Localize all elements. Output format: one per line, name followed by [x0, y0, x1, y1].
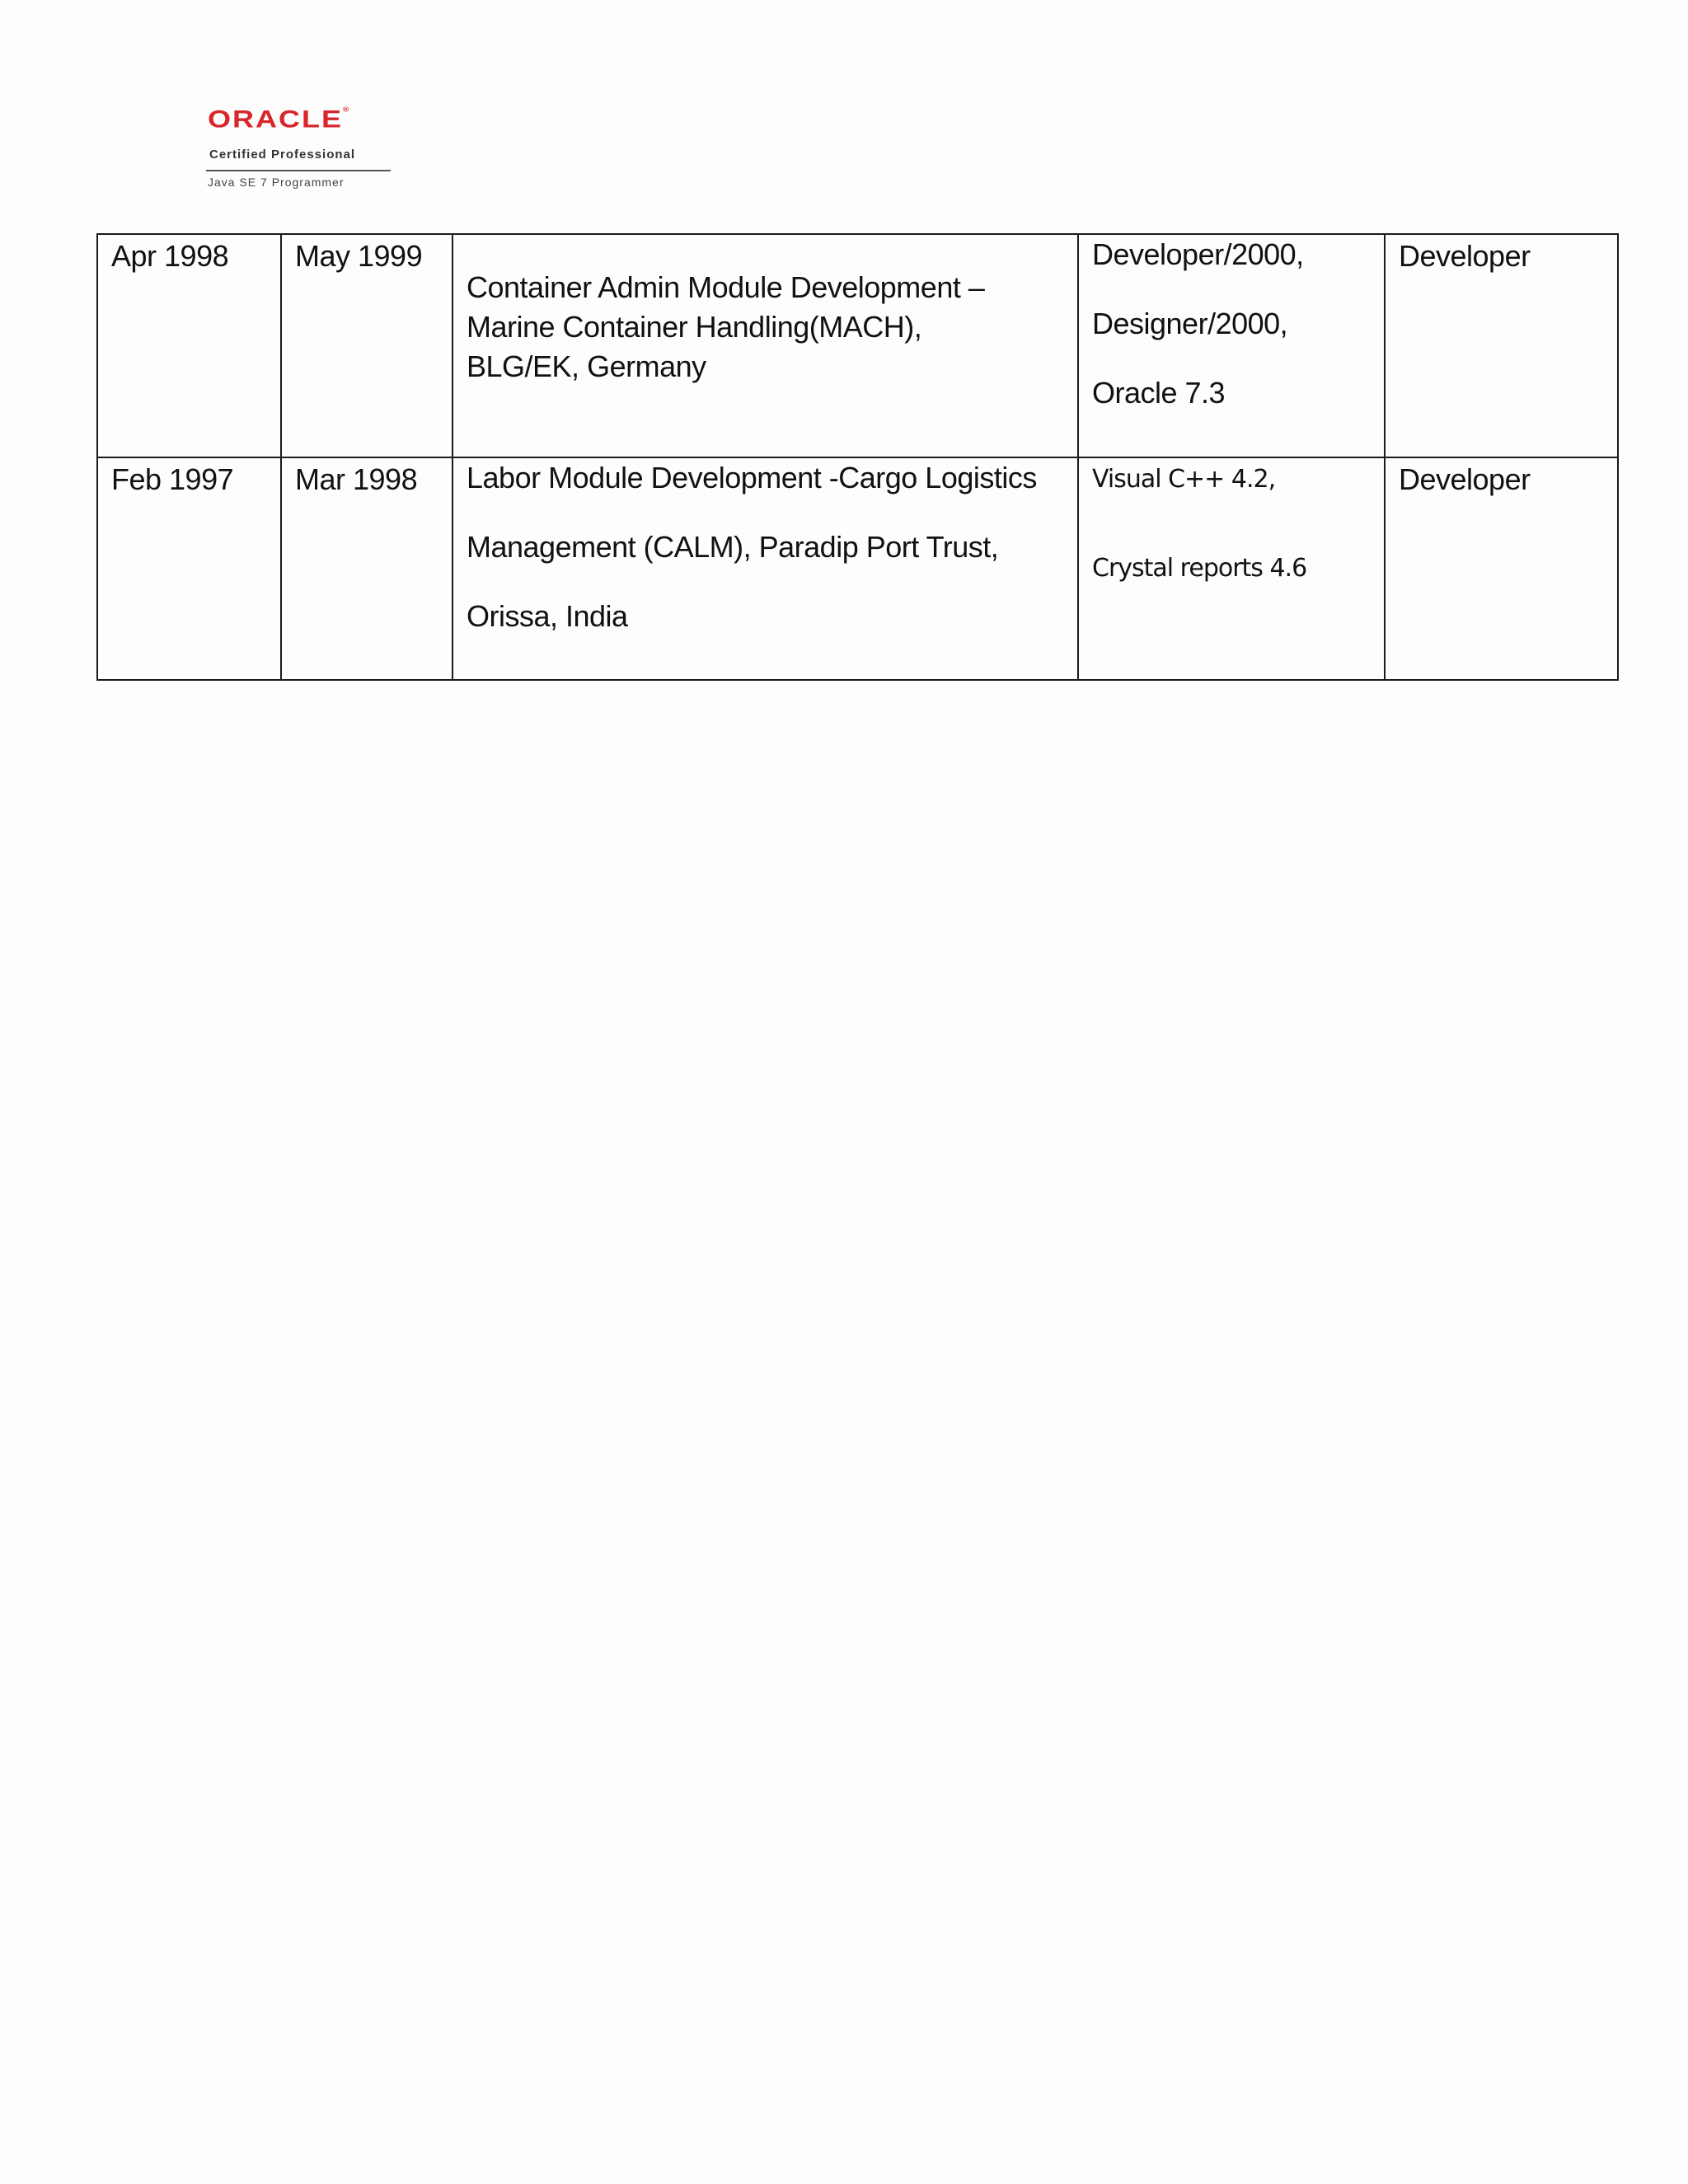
project-description — [467, 443, 1064, 651]
technologies-cell — [1078, 457, 1385, 680]
oracle-certification-logo — [203, 105, 397, 198]
project-description-cell — [452, 457, 1078, 680]
role: Developer — [1399, 462, 1531, 496]
technology-item: Oracle 7.3 — [1092, 376, 1226, 410]
technology-item: Visual C++ 4.2, — [1092, 465, 1276, 494]
role: Developer — [1399, 239, 1531, 273]
logo-certified-text: Certified Professional — [209, 148, 356, 162]
logo-programmer-text: Java SE 7 Programmer — [208, 176, 345, 189]
table-row — [97, 457, 1618, 680]
start-date-cell — [97, 457, 281, 680]
role-cell — [1385, 234, 1618, 457]
technologies-list — [1092, 435, 1371, 613]
logo-divider — [206, 170, 391, 171]
description-line: Container Admin Module Development – — [467, 270, 985, 304]
start-date: Apr 1998 — [111, 239, 229, 273]
technologies-list — [1092, 220, 1371, 428]
end-date-cell — [281, 234, 452, 457]
oracle-wordmark-text: ORACLE — [208, 105, 343, 134]
oracle-wordmark — [208, 107, 349, 132]
table-row — [97, 234, 1618, 457]
project-description-cell — [452, 234, 1078, 457]
role-cell — [1385, 457, 1618, 680]
end-date: Mar 1998 — [295, 462, 418, 496]
start-date-cell — [97, 234, 281, 457]
technology-item: Crystal reports 4.6 — [1092, 554, 1307, 583]
description-line: BLG/EK, Germany — [467, 349, 706, 383]
registered-mark: ® — [343, 106, 349, 115]
start-date: Feb 1997 — [111, 462, 234, 496]
project-description — [467, 235, 1064, 387]
technology-item: Developer/2000, — [1092, 237, 1304, 271]
technologies-cell — [1078, 234, 1385, 457]
project-history-table — [96, 233, 1619, 681]
end-date-cell — [281, 457, 452, 680]
technology-item: Designer/2000, — [1092, 307, 1288, 340]
description-line: Labor Module Development -Cargo Logistics — [467, 461, 1037, 494]
end-date: May 1999 — [295, 239, 423, 273]
description-line: Management (CALM), Paradip Port Trust, — [467, 530, 999, 564]
description-line: Marine Container Handling(MACH), — [467, 310, 922, 344]
description-line: Orissa, India — [467, 599, 628, 633]
